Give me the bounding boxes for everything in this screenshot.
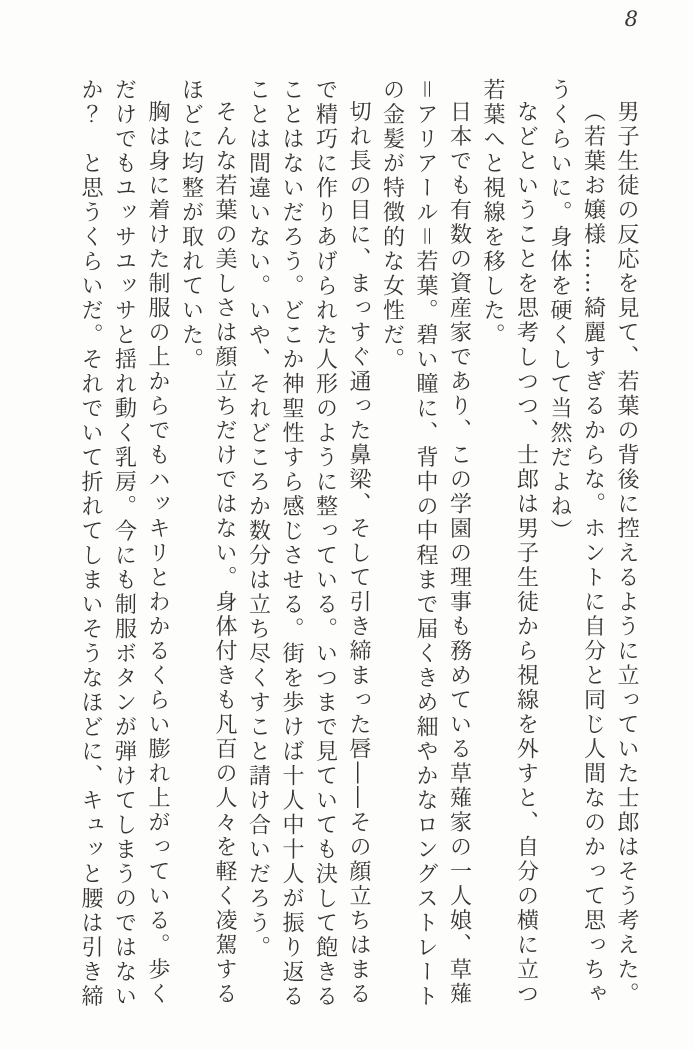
paragraph-2: （若葉お嬢様……綺麗すぎるからな。ホントに自分と同じ人間なのかって思っちゃうくらいに。身体を硬くして当然だよね） — [547, 78, 606, 1007]
page-number: 8 — [624, 7, 638, 31]
body-text — [43, 78, 643, 1012]
paragraph-5: 切れ長の目に、まっすぐ通った鼻梁、そして引き締まった唇――その顔立ちはまるで精巧に作りあげられた人形のように整っている。いつまで見ていても決して飽きることはないだろう。どこか神聖性すら感じさせる。街を歩けば十人中十人が振り返ることは間違いない。いや、それどころか数分は立ち尽くすこと請け合いだろう。 — [245, 78, 371, 1009]
paragraph-1: 男子生徒の反応を見て、若葉の背後に控えるように立っていた士郎はそう考えた。 — [614, 100, 639, 1007]
paragraph-3: などということを思考しつつ、士郎は男子生徒から視線を外すと、自分の横に立つ若葉へと視線を移した。 — [480, 78, 539, 1007]
paragraph-7: 胸は身に着けた制服の上からでもハッキリとわかるくらい膨れ上がっている。歩くだけでもユッサユッサと揺れ動く乳房。今にも制服ボタンが弾けてしまうのではないか？ と思うくらいだ。それでいて折れてしまいそうなほどに、キュッと腰は引き締 — [78, 78, 170, 1009]
paragraph-6: そんな若葉の美しさは顔立ちだけではない。身体付きも凡百の人々を軽く凌駕するほどに均整が取れていた。 — [178, 78, 237, 1007]
paragraph-4: 日本でも有数の資産家であり、この学園の理事も務めている草薙家の一人娘、草薙＝アリアール＝若葉。碧い瞳に、背中の中程まで届くきめ細やかなロングストレートの金髪が特徴的な女性だ。 — [379, 78, 472, 1010]
